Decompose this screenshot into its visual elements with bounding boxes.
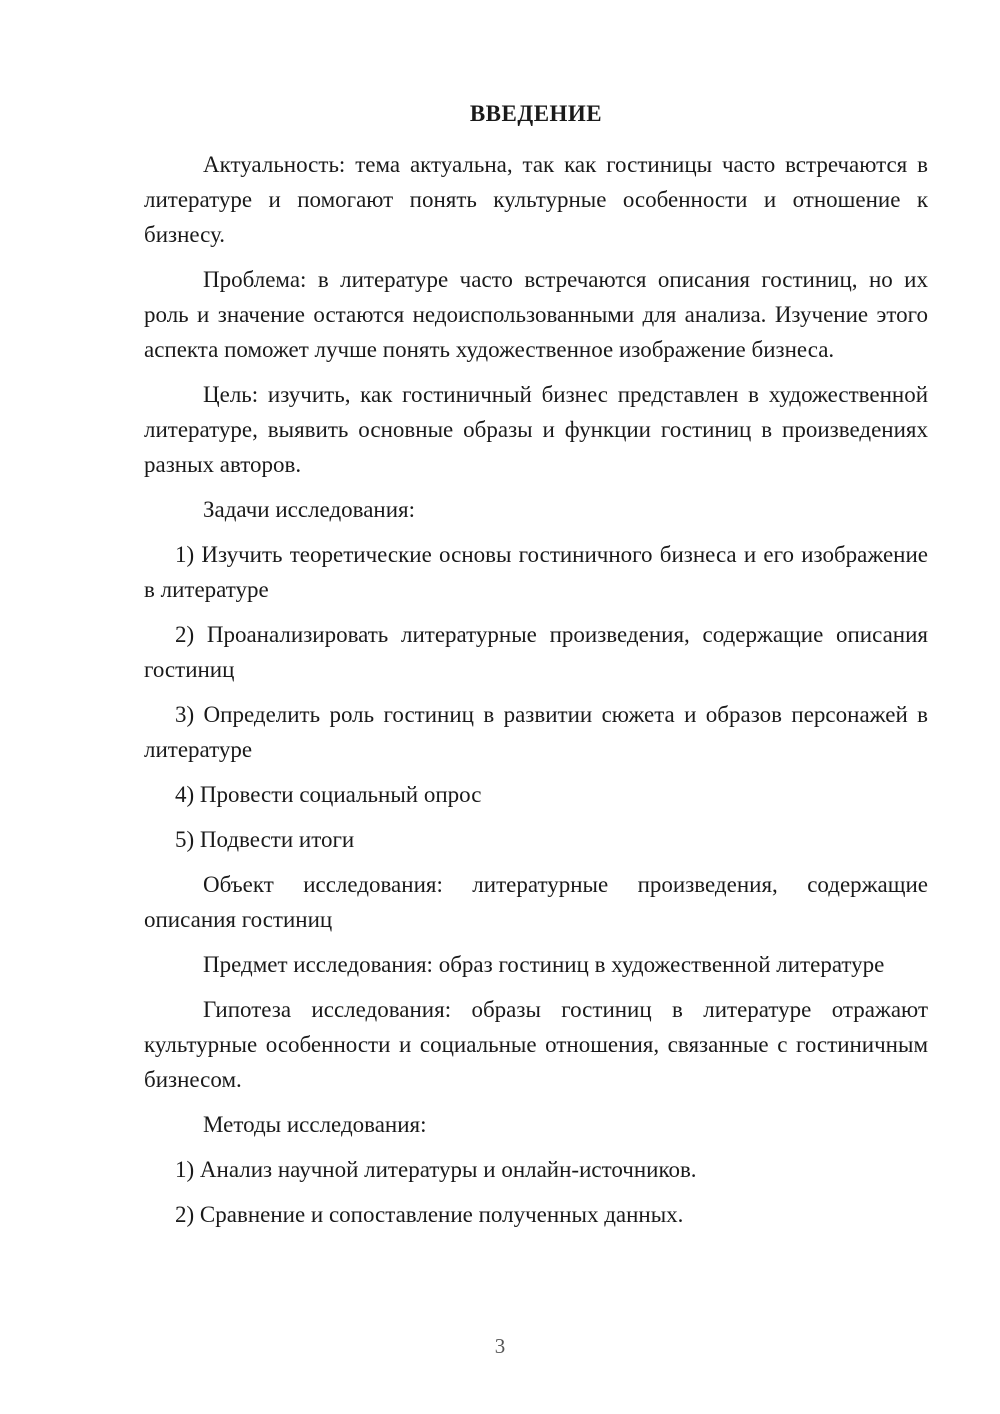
paragraph-goal: Цель: изучить, как гостиничный бизнес представлен в художественной литературе, выявить основные образы и функции гостиниц в произведениях разных авторов. (144, 382, 928, 477)
task-item-1: 1) Изучить теоретические основы гостиничного бизнеса и его изображение в литературе (144, 542, 928, 602)
paragraph-object: Объект исследования: литературные произведения, содержащие описания гостиниц (144, 872, 928, 932)
task-item-5: 5) Подвести итоги (175, 827, 355, 852)
paragraph-problem: Проблема: в литературе часто встречаются описания гостиниц, но их роль и значение остаются недоиспользованными для анализа. Изучение этого аспекта поможет лучше понять художественное изображение бизнеса. (144, 267, 928, 362)
section-title: ВВЕДЕНИЕ (469, 101, 603, 126)
method-item-1: 1) Анализ научной литературы и онлайн-источников. (175, 1157, 697, 1182)
paragraph-hypothesis: Гипотеза исследования: образы гостиниц в литературе отражают культурные особенности и социальные отношения, связанные с гостиничным бизнесом. (144, 997, 928, 1092)
page-number: 3 (494, 1334, 506, 1358)
paragraph-subject: Предмет исследования: образ гостиниц в художественной литературе (203, 952, 885, 977)
document-page (144, 96, 928, 1242)
methods-heading: Методы исследования: (203, 1112, 427, 1137)
task-item-2: 2) Проанализировать литературные произведения, содержащие описания гостиниц (144, 622, 928, 682)
paragraph-relevance: Актуальность: тема актуальна, так как гостиницы часто встречаются в литературе и помогают понять культурные особенности и отношение к бизнесу. (144, 152, 928, 247)
tasks-heading: Задачи исследования: (203, 497, 416, 522)
method-item-2: 2) Сравнение и сопоставление полученных данных. (175, 1202, 684, 1227)
task-item-4: 4) Провести социальный опрос (175, 782, 482, 807)
task-item-3: 3) Определить роль гостиниц в развитии сюжета и образов персонажей в литературе (144, 702, 928, 762)
